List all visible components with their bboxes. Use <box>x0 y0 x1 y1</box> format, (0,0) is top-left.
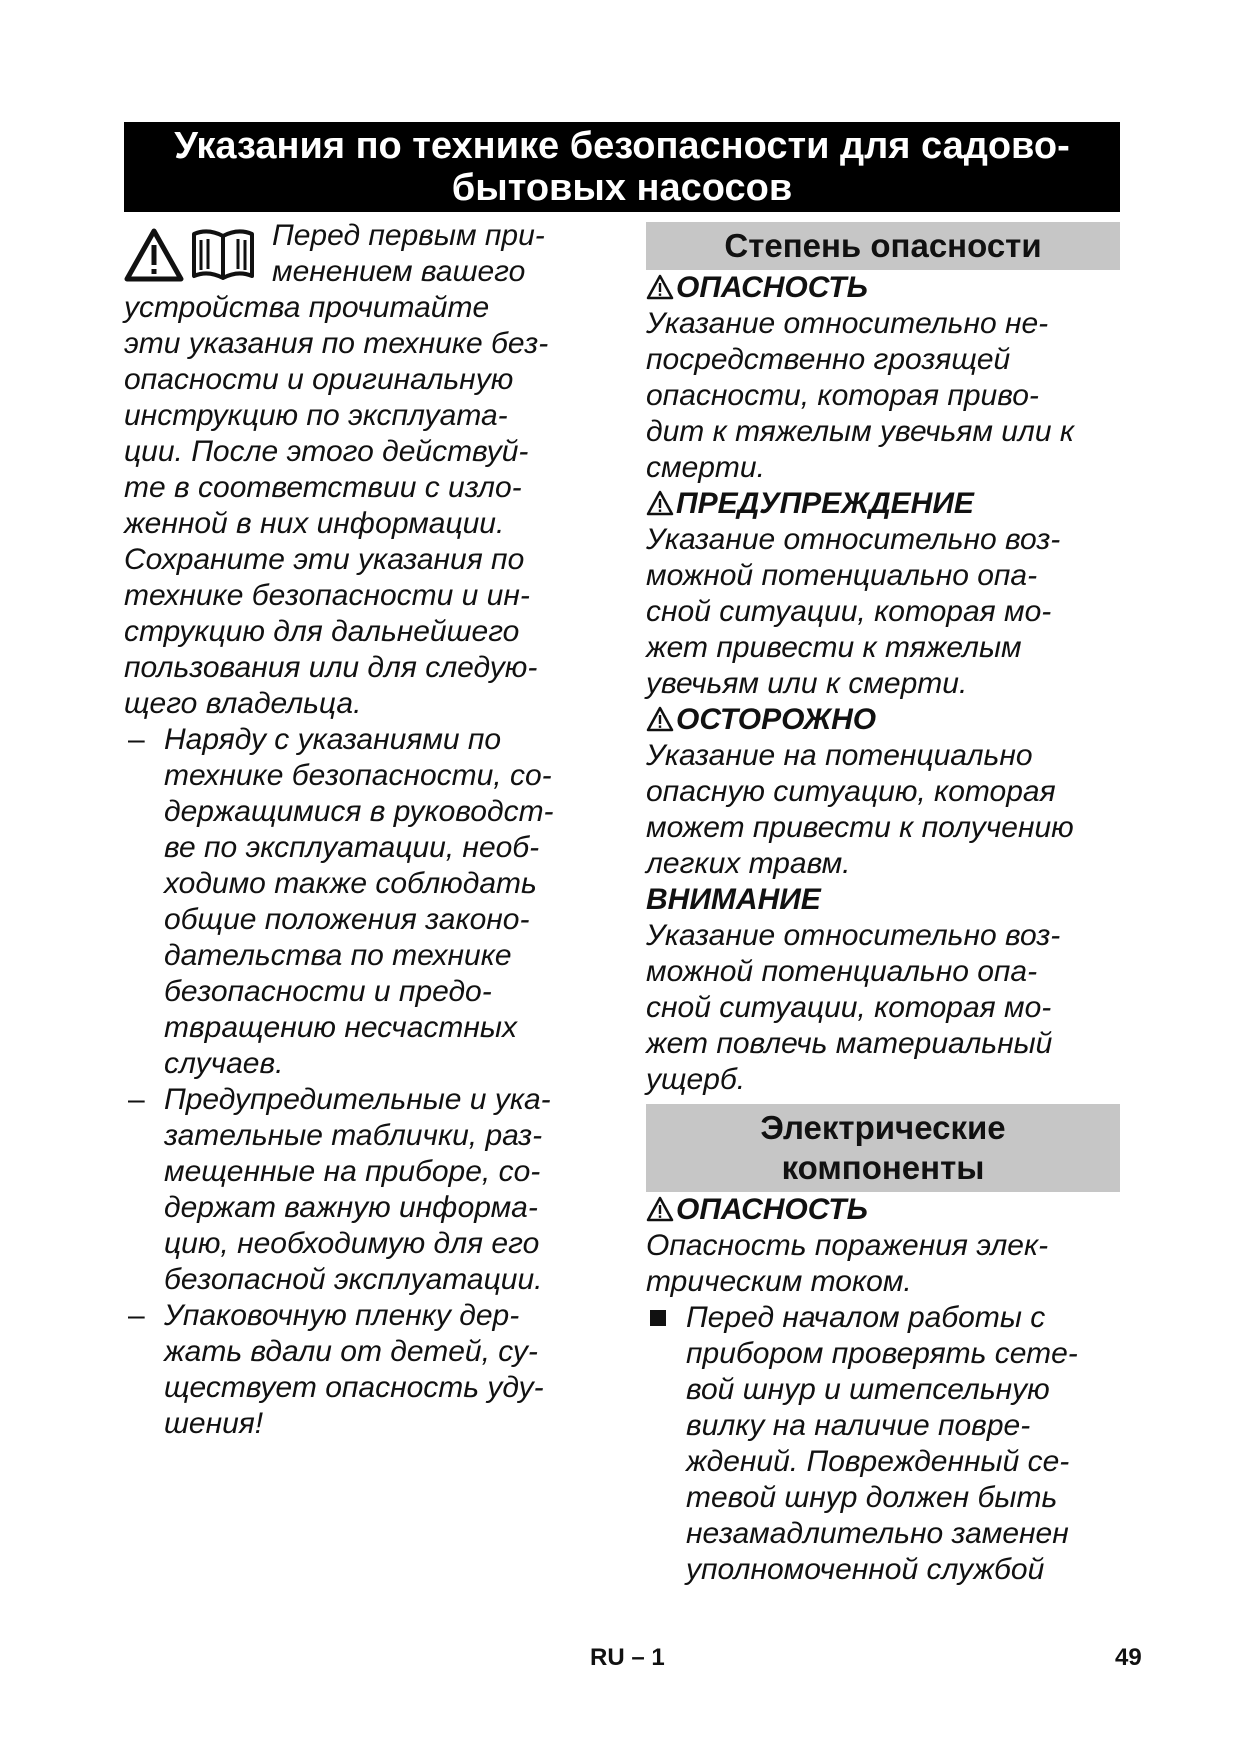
list-line: ве по эксплуатации, необ- <box>164 831 540 864</box>
hazard-text-line: Указание относительно не- <box>646 307 1049 340</box>
list-line: Предупредительные и ука- <box>164 1083 551 1116</box>
hazard-text-line: легких травм. <box>646 847 851 880</box>
warning-triangle-icon <box>124 228 184 282</box>
title-line-1: Указания по технике безопасности для садово- <box>174 125 1070 167</box>
hazard-text-line: сной ситуации, которая мо- <box>646 595 1052 628</box>
intro-line: те в соответствии с изло- <box>124 471 522 504</box>
list-item <box>124 1298 604 1442</box>
list-line: цию, необходимую для его <box>164 1227 540 1260</box>
hazard-label: ПРЕДУПРЕЖДЕНИЕ <box>676 487 974 520</box>
footer-section-code: RU – 1 <box>590 1644 665 1671</box>
list-line: прибором проверять сете- <box>686 1337 1078 1370</box>
dash-bullet: – <box>128 723 145 756</box>
hazard-text-line: опасную ситуацию, которая <box>646 775 1056 808</box>
list-line: ходимо также соблюдать <box>164 867 537 900</box>
hazard-text-line: сной ситуации, которая мо- <box>646 991 1052 1024</box>
hazard-label: ОПАСНОСТЬ <box>676 1193 868 1226</box>
hazard-text-line: посредственно грозящей <box>646 343 1011 376</box>
hazard-level-danger <box>646 270 1120 486</box>
intro-line: инструкцию по эксплуата- <box>124 399 508 432</box>
list-line: безопасности и предо- <box>164 975 492 1008</box>
list-line: жать вдали от детей, су- <box>164 1335 538 1368</box>
dash-bullet: – <box>128 1083 145 1116</box>
intro-line: опасности и оригинальную <box>124 363 514 396</box>
title-line-2: бытовых насосов <box>451 167 793 209</box>
warning-triangle-icon <box>646 1196 674 1222</box>
intro-line: пользования или для следую- <box>124 651 538 684</box>
list-line: технике безопасности, со- <box>164 759 552 792</box>
page-title <box>124 122 1120 212</box>
hazard-text-line: Опасность поражения элек- <box>646 1229 1049 1262</box>
list-line: вилку на наличие повре- <box>686 1409 1031 1442</box>
hazard-text-line: дит к тяжелым увечьям или к <box>646 415 1075 448</box>
list-line: Упаковочную пленку дер- <box>164 1299 520 1332</box>
list-line: ждений. Поврежденный се- <box>686 1445 1070 1478</box>
page-number: 49 <box>1115 1644 1142 1671</box>
list-line: Перед началом работы с <box>686 1301 1046 1334</box>
hazard-label: ВНИМАНИЕ <box>646 883 821 916</box>
hazard-text-line: трическим током. <box>646 1265 912 1298</box>
hazard-text-line: увечьям или к смерти. <box>646 667 968 700</box>
dash-bullet: – <box>128 1299 145 1332</box>
section-heading-line: компоненты <box>781 1149 985 1186</box>
intro-line: ции. После этого действуй- <box>124 435 529 468</box>
list-item <box>646 1300 1120 1588</box>
list-line: мещенные на приборе, со- <box>164 1155 541 1188</box>
list-line: общие положения законо- <box>164 903 530 936</box>
hazard-level-notice <box>646 882 1120 1098</box>
intro-block <box>124 218 604 290</box>
intro-line: устройства прочитайте <box>124 291 490 324</box>
intro-line: менением вашего <box>272 255 526 288</box>
list-line: дательства по технике <box>164 939 512 972</box>
section-heading-electrical <box>646 1104 1120 1192</box>
intro-icons <box>124 218 272 284</box>
hazard-text-line: можной потенциально опа- <box>646 955 1038 988</box>
list-line: зательные таблички, раз- <box>164 1119 543 1152</box>
list-line: вой шнур и штепсельную <box>686 1373 1050 1406</box>
hazard-text-line: ущерб. <box>646 1063 746 1096</box>
hazard-label: ОСТОРОЖНО <box>676 703 877 736</box>
manual-book-icon <box>190 226 256 284</box>
list-line: шения! <box>164 1407 264 1440</box>
hazard-text-line: смерти. <box>646 451 765 484</box>
hazard-text-line: жет привести к тяжелым <box>646 631 1022 664</box>
hazard-text-line: жет повлечь материальный <box>646 1027 1053 1060</box>
section-heading-hazard-levels: Степень опасности <box>646 222 1120 270</box>
hazard-level-caution <box>646 702 1120 882</box>
intro-line: эти указания по технике без- <box>124 327 549 360</box>
list-line: случаев. <box>164 1047 284 1080</box>
list-item <box>124 1082 604 1298</box>
list-line: Наряду с указаниями по <box>164 723 502 756</box>
hazard-level-warning <box>646 486 1120 702</box>
list-line: незамадлительно заменен <box>686 1517 1069 1550</box>
hazard-label: ОПАСНОСТЬ <box>676 271 868 304</box>
hazard-text-line: Указание на потенциально <box>646 739 1033 772</box>
warning-triangle-icon <box>646 274 674 300</box>
list-line: безопасной эксплуатации. <box>164 1263 543 1296</box>
intro-line: струкцию для дальнейшего <box>124 615 520 648</box>
intro-line: Сохраните эти указания по <box>124 543 525 576</box>
hazard-text-line: опасности, которая приво- <box>646 379 1039 412</box>
hazard-text-line: может привести к получению <box>646 811 1074 844</box>
intro-line: Перед первым при- <box>272 219 545 252</box>
warning-triangle-icon <box>646 490 674 516</box>
section-heading-line: Электрические <box>760 1109 1006 1146</box>
hazard-text-line: Указание относительно воз- <box>646 919 1061 952</box>
electrical-danger <box>646 1192 1120 1300</box>
list-line: держат важную информа- <box>164 1191 538 1224</box>
hazard-text-line: Указание относительно воз- <box>646 523 1061 556</box>
square-bullet-icon <box>650 1310 666 1326</box>
intro-line: технике безопасности и ин- <box>124 579 530 612</box>
list-item <box>124 722 604 1082</box>
list-line: тевой шнур должен быть <box>686 1481 1058 1514</box>
right-column <box>646 222 1120 1588</box>
list-line: держащимися в руководст- <box>164 795 554 828</box>
intro-line: щего владельца. <box>124 687 362 720</box>
left-column <box>124 218 604 1442</box>
hazard-text-line: можной потенциально опа- <box>646 559 1038 592</box>
list-line: твращению несчастных <box>164 1011 517 1044</box>
intro-line: женной в них информации. <box>124 507 505 540</box>
list-line: ществует опасность уду- <box>164 1371 544 1404</box>
list-line: уполномоченной службой <box>686 1553 1045 1586</box>
warning-triangle-icon <box>646 706 674 732</box>
